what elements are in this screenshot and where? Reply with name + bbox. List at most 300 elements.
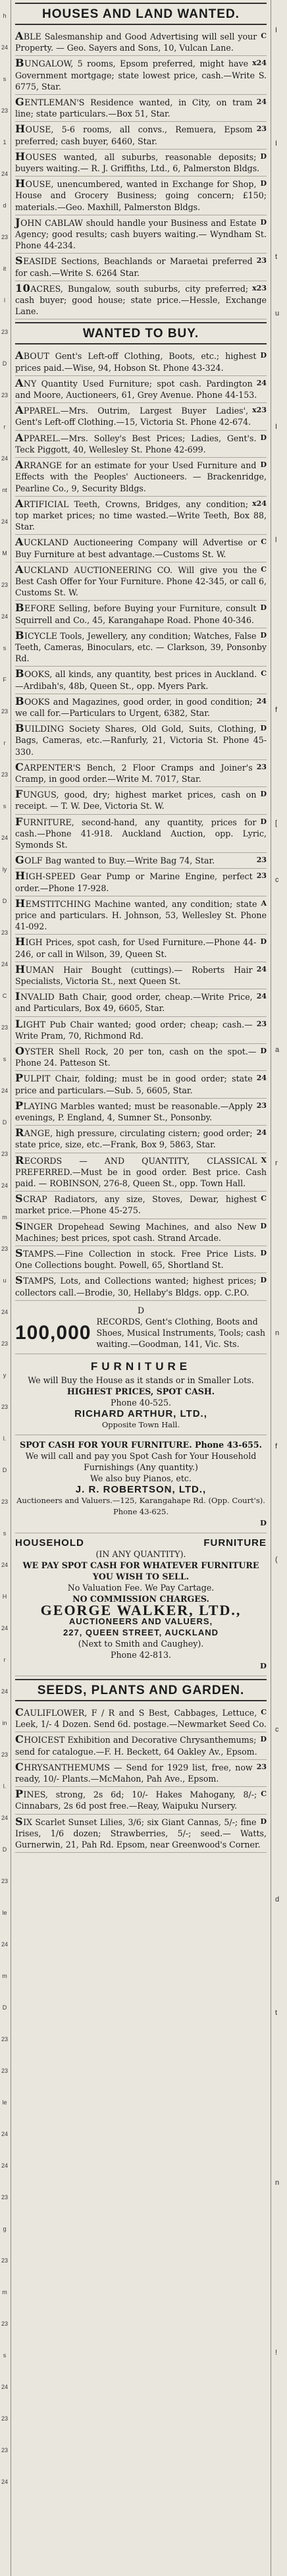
margin-fragment: in xyxy=(2,1720,7,1726)
margin-fragment: it xyxy=(3,265,7,272)
margin-fragment: u xyxy=(3,1277,7,1284)
ad-code: 24 xyxy=(256,1074,267,1083)
ad-text: EASIDE Sections, Beachlands or Maraetai preferred for cash.—Write S. 6264 Star. xyxy=(15,256,253,278)
ad-code: D xyxy=(260,724,267,733)
household-sub2: AUCTIONEERS AND VALUERS, xyxy=(68,1616,213,1626)
margin-fragment: 23 xyxy=(1,771,8,778)
classified-ad xyxy=(15,1044,267,1071)
classified-ad xyxy=(15,1815,267,1853)
margin-fragment: r xyxy=(3,424,6,430)
ad-code: D xyxy=(260,1518,267,1527)
margin-fragment: ! xyxy=(275,2349,278,2357)
ad-text: BLE Salesmanship and Good Advertising will sell your Property. — Geo. Sayers and Sons, 10, Vulcan Lane. xyxy=(15,32,257,53)
margin-fragment: 23 xyxy=(1,234,8,240)
household-right: FURNITURE xyxy=(203,1537,267,1548)
furniture-line1: We will Buy the House as it stands or in Smaller Lots. xyxy=(28,1375,254,1385)
classified-ad xyxy=(15,348,267,375)
margin-fragment: t xyxy=(275,2009,278,2017)
ad-code: 23 xyxy=(256,762,267,771)
ad-initial: H xyxy=(15,896,26,910)
classified-ad xyxy=(15,853,267,869)
margin-fragment: y xyxy=(3,1372,7,1379)
margin-fragment: 24 xyxy=(1,961,8,968)
ad-initial: A xyxy=(15,376,24,389)
margin-fragment: 23 xyxy=(1,2320,8,2327)
ad-text: UMAN Hair Bought (cuttings).— Roberts Hair Specialists, Victoria St., next Queen St. xyxy=(15,964,253,987)
margin-fragment: 24 xyxy=(1,1688,8,1695)
margin-fragment: 23 xyxy=(1,392,8,398)
margin-fragment: l xyxy=(275,536,277,544)
classified-ad xyxy=(15,1246,267,1273)
houses-wanted-heading: HOUSES AND LAND WANTED. xyxy=(15,3,267,25)
ad-text: OLF Bag wanted to Buy.—Write Bag 74, Star. xyxy=(24,856,215,866)
margin-fragment: c xyxy=(275,1726,279,1734)
household-firm: GEORGE WALKER, LTD., xyxy=(40,1601,242,1618)
margin-fragment: C xyxy=(2,993,7,999)
classified-column xyxy=(11,0,271,2576)
ad-code: 23 xyxy=(256,856,267,865)
margin-fragment: 23 xyxy=(1,1024,8,1031)
classified-ad xyxy=(15,1153,267,1192)
ad-text: UCKLAND AUCTIONEERING CO. Will give you the Best Cash Offer for Your Furniture. Phone 42-345, or call 6, Customs St. W. xyxy=(15,564,267,598)
ad-code: D xyxy=(260,1249,267,1258)
ad-code: 24 xyxy=(256,696,267,705)
ad-code: x23 xyxy=(252,283,267,292)
ad-text: BOUT Gent's Left-off Clothing, Boots, etc.; highest prices paid.—Wise, 94, Hobson St. Phone 43-324. xyxy=(15,351,257,373)
classified-ad xyxy=(15,869,267,896)
ad-text: NVALID Bath Chair, good order, cheap.—Write Price, and Particulars, Box 49, 6605, Star. xyxy=(15,992,253,1014)
houses-wanted-list xyxy=(15,29,267,319)
ad-initial: H xyxy=(15,962,26,975)
margin-fragment: f xyxy=(275,1442,278,1450)
ad-initial: B xyxy=(15,667,25,680)
margin-fragment: nt xyxy=(2,487,7,493)
ad-initial: H xyxy=(15,935,26,948)
ad-initial: P xyxy=(15,1788,24,1801)
ad-initial: P xyxy=(15,1099,24,1112)
ad-text: CRAP Radiators, any size, Stoves, Dewar, highest market price.—Phone 45-275. xyxy=(15,1194,257,1216)
spot-cash-line3: We also buy Pianos, etc. xyxy=(90,1473,192,1483)
ad-initial: P xyxy=(15,1072,24,1085)
ad-initial: G xyxy=(15,854,25,867)
records-100000-notice xyxy=(15,1301,267,1354)
ad-initial: A xyxy=(15,497,24,510)
classified-ad xyxy=(15,694,267,721)
margin-fragment: 23 xyxy=(1,1151,8,1157)
big-number: 100,000 xyxy=(15,1321,91,1344)
ad-initial: S xyxy=(15,1192,24,1205)
ad-text: OOKS and Magazines, good order, in good condition; we call for.—Particulars to Urgent, 6382, Star. xyxy=(15,696,253,718)
margin-fragment: le xyxy=(2,2099,7,2106)
classified-ad xyxy=(15,1273,267,1300)
margin-fragment: 24 xyxy=(1,1625,8,1631)
margin-fragment: s xyxy=(3,645,7,651)
ad-text: ECORDS — AND QUANTITY, CLASSICAL PREFERRED.—Must be in good order. Best price. Cash paid. — ROBINSON, 276-8, Queen St., opp. Town Hall. xyxy=(15,1155,267,1189)
ad-text: HRYSANTHEMUMS — Send for 1929 list, free, now ready, 10/- Plants.—McMahon, Pah Ave., Epsom. xyxy=(15,1762,253,1784)
margin-fragment: 24 xyxy=(1,1815,8,1821)
ad-code: C xyxy=(261,32,267,40)
margin-fragment: 23 xyxy=(1,1404,8,1410)
household-left: HOUSEHOLD xyxy=(15,1537,84,1548)
ad-text: INGER Dropehead Sewing Machines, and also New Machines; best prices, spot cash. Strand Arcade. xyxy=(15,1221,257,1243)
ad-text: INES, strong, 2s 6d; 10/- Hakes Mahogany, 8/-; Cinnabars, 2s 6d post free.—Reay, Waipuku Nursery. xyxy=(15,1790,257,1811)
margin-fragment: 23 xyxy=(1,2415,8,2422)
classified-ad xyxy=(15,497,267,535)
ad-initial: C xyxy=(15,760,24,773)
margin-fragment: le xyxy=(2,1909,7,1916)
furniture-line2: HIGHEST PRICES, SPOT CASH. xyxy=(66,1386,215,1396)
margin-fragment: 24 xyxy=(1,1562,8,1568)
classified-ad xyxy=(15,1219,267,1246)
margin-fragment: d xyxy=(3,202,7,209)
margin-fragment: r xyxy=(3,740,6,746)
ad-code: 24 xyxy=(256,378,267,387)
ad-code: D xyxy=(260,1735,267,1744)
classified-ad xyxy=(15,1126,267,1153)
margin-fragment: d xyxy=(275,1896,280,1904)
margin-fragment: m xyxy=(2,2289,7,2295)
margin-fragment: D xyxy=(2,1119,7,1126)
right-margin-fragments xyxy=(273,0,287,2576)
margin-fragment: 24 xyxy=(1,44,8,51)
ad-text: RTIFICIAL Teeth, Crowns, Bridges, any condition; top market prices; no time wasted.—Write Teeth, Box 88, Star. xyxy=(15,499,267,532)
seeds-list xyxy=(15,1705,267,1853)
ad-code: D xyxy=(260,1221,267,1230)
ad-text: IX Scarlet Sunset Lilies, 3/6; six Giant Cannas, 5/-; fine Irises, 1/6 dozen; Strawberries, 5/-; seed.— Watts, Gurnerwin, 21, Pah Rd. Epsom, near Greenwood's Corner. xyxy=(15,1817,267,1850)
ad-code: 23 xyxy=(256,124,267,134)
margin-fragment: h xyxy=(3,13,7,19)
margin-fragment: 23 xyxy=(1,2194,8,2201)
margin-fragment: 24 xyxy=(1,171,8,177)
margin-fragment: M xyxy=(2,550,7,557)
household-phone: Phone 42-813. xyxy=(110,1649,172,1660)
ad-text: EFORE Selling, before Buying your Furniture, consult Squirrell and Co., 45, Karangahape Road. Phone 40-346. xyxy=(15,603,257,625)
ad-code: 23 xyxy=(256,1762,267,1771)
margin-fragment: n xyxy=(275,2179,280,2187)
ad-code: D xyxy=(260,433,267,442)
classified-ad xyxy=(15,760,267,787)
ad-initial: A xyxy=(15,30,24,42)
furniture-heading: FURNITURE xyxy=(90,1359,192,1373)
classified-ad xyxy=(15,215,267,254)
classified-ad xyxy=(15,1760,267,1787)
ad-code: C xyxy=(261,537,267,547)
ad-code: D xyxy=(260,1047,267,1056)
left-margin-fragments xyxy=(0,0,9,2576)
ad-text: UILDING Society Shares, Old Gold, Suits, Clothing, Bags, Cameras, etc.—Ranfurly, 21, Victoria St. Phone 45-330. xyxy=(15,724,267,757)
ad-code: C xyxy=(261,1194,267,1203)
ad-initial: B xyxy=(15,628,25,642)
household-address2: (Next to Smith and Caughey). xyxy=(78,1638,204,1649)
ad-text: YSTER Shell Rock, 20 per ton, cash on the spot.—Phone 24. Patteson St. xyxy=(15,1047,257,1068)
classified-ad xyxy=(15,458,267,497)
ad-initial: O xyxy=(15,1045,25,1058)
spot-cash-address: Auctioneers and Valuers.—125, Karangahape Rd. (Opp. Court's). Phone 43-625. xyxy=(16,1495,265,1516)
margin-fragment: 23 xyxy=(1,2036,8,2042)
ad-code: D xyxy=(137,1305,145,1315)
ad-code: D xyxy=(260,1276,267,1285)
margin-fragment: l. xyxy=(3,1435,7,1442)
ad-code: D xyxy=(260,217,267,227)
margin-fragment: 23 xyxy=(1,929,8,936)
ad-initial: A xyxy=(15,535,24,549)
ad-text: EMSTITCHING Machine wanted, any condition; state price and particulars. H. Johnson, 53, Wellesley St. Phone 41-092. xyxy=(15,898,267,932)
margin-fragment: 24 xyxy=(1,2131,8,2137)
wanted-to-buy-heading: WANTED TO BUY. xyxy=(15,322,267,344)
margin-fragment: s xyxy=(3,76,7,82)
margin-fragment: 24 xyxy=(1,2162,8,2169)
household-line1: WE PAY SPOT CASH FOR WHATEVER FURNITURE YOU WISH TO SELL. xyxy=(22,1560,259,1581)
ad-initial: I xyxy=(15,990,20,1003)
margin-fragment: 1 xyxy=(3,139,7,146)
ad-text: UNGUS, good, dry; highest market prices, cash on receipt. — T. W. Dee, Victoria St. W. xyxy=(15,790,257,811)
ad-initial: F xyxy=(15,788,23,801)
margin-fragment: 24 xyxy=(1,518,8,525)
ad-code: D xyxy=(260,817,267,826)
ad-initial: A xyxy=(15,431,24,444)
margin-fragment: 23 xyxy=(1,1878,8,1884)
margin-fragment: s xyxy=(3,1530,7,1537)
margin-fragment: s xyxy=(3,1056,7,1062)
margin-fragment: [ xyxy=(275,819,278,827)
ad-text: OHN CABLAW should handle your Business and Estate Agency; good results; cash buyers waiting.— Wyndham St. Phone 44-234. xyxy=(15,217,267,251)
classified-ad xyxy=(15,403,267,430)
classified-ad xyxy=(15,896,267,935)
ad-initial: B xyxy=(15,601,25,615)
classified-ad xyxy=(15,1732,267,1759)
ad-text: TAMPS, Lots, and Collections wanted; highest prices; collectors call.—Brodie, 30, Hellaby's Bldgs. opp. C.P.O. xyxy=(15,1276,257,1298)
classified-ad xyxy=(15,721,267,760)
ad-text: UNGALOW, 5 rooms, Epsom preferred, might have Government mortgage; state lowest price, cash.—Write S. 6775, Star. xyxy=(15,59,267,92)
ad-initial: J xyxy=(15,215,21,229)
ad-initial: S xyxy=(15,1815,24,1828)
ad-text: OOKS, all kinds, any quantity, best prices in Auckland.—Ardibah's, 48b, Queen St., opp. Myers Park. xyxy=(15,669,257,691)
ad-initial: A xyxy=(15,458,24,472)
classified-ad xyxy=(15,1787,267,1814)
classified-ad xyxy=(15,1192,267,1219)
ad-text: TAMPS.—Fine Collection in stock. Free Price Lists. One Collections bought. Powell, 65, Shortland St. xyxy=(15,1249,257,1271)
classified-ad xyxy=(15,787,267,814)
ad-code: D xyxy=(260,603,267,613)
ad-text: LAYING Marbles wanted; must be reasonable.—Apply evenings, P. England, 4, Sumner St., Ponsonby. xyxy=(15,1101,253,1123)
margin-fragment: 23 xyxy=(1,2068,8,2074)
margin-fragment: a xyxy=(275,1046,280,1054)
ad-text: ICYCLE Tools, Jewellery, any condition; Watches, False Teeth, Cameras, Binoculars, etc. — Clarkson, 39, Ponsonby Rd. xyxy=(15,630,267,664)
margin-fragment: r xyxy=(3,1657,6,1663)
ad-initial: S xyxy=(15,254,24,267)
ad-initial: G xyxy=(15,96,25,109)
ad-code: C xyxy=(261,564,267,574)
ad-code: 24 xyxy=(256,1128,267,1137)
margin-fragment: D xyxy=(2,898,7,904)
ad-code: 24 xyxy=(256,97,267,107)
ad-initial: H xyxy=(15,150,26,163)
margin-fragment: r xyxy=(275,1159,278,1167)
ad-text: IGHT Pub Chair wanted; good order; cheap; cash.—Write Pram, 70, Richmond Rd. xyxy=(15,1019,253,1041)
household-line3: NO COMMISSION CHARGES. xyxy=(72,1593,209,1604)
ad-initial: R xyxy=(15,1153,24,1166)
classified-ad xyxy=(15,95,267,122)
classified-ad xyxy=(15,535,267,562)
margin-fragment: 23 xyxy=(1,2447,8,2453)
ad-code: x24 xyxy=(252,59,267,68)
margin-fragment: 23 xyxy=(1,582,8,588)
ad-initial: S xyxy=(15,1219,24,1232)
ad-text: ACRES, Bungalow, south suburbs, city preferred; cash buyer; good house; state price.—Hessle, Exchange Lane. xyxy=(15,283,267,317)
ad-initial: R xyxy=(15,1126,24,1139)
ad-initial: C xyxy=(15,1705,24,1718)
ad-code: D xyxy=(260,460,267,470)
ad-text: ANGE, high pressure, circulating cistern; good order; state price, size, etc.—Frank, Box 9, 5863, Star. xyxy=(15,1128,253,1150)
ad-text: RRANGE for an estimate for your Used Furniture and Effects with the Peoples' Auctioneers. — Brackenridge, Pearline Co., 9, Security Bldgs. xyxy=(15,460,267,493)
ad-code: X xyxy=(261,1155,267,1165)
ad-code: 23 xyxy=(256,871,267,881)
ad-code: 23 xyxy=(256,256,267,265)
ad-initial: S xyxy=(15,1274,24,1287)
ad-initial: B xyxy=(15,57,25,70)
margin-fragment: 23 xyxy=(1,107,8,114)
margin-fragment: s xyxy=(3,803,7,809)
margin-fragment: 23 xyxy=(1,2257,8,2264)
classified-ad xyxy=(15,962,267,989)
notice-text: RECORDS, Gent's Clothing, Boots and Shoes, Musical Instruments, Tools; cash waiting.—Goodman, 141, Vic. Sts. xyxy=(96,1316,266,1349)
ad-initial: L xyxy=(15,1017,23,1030)
ad-text: IGH-SPEED Gear Pump or Marine Engine, perfect order.—Phone 17-928. xyxy=(15,871,253,893)
classified-ad xyxy=(15,150,267,177)
ad-initial: H xyxy=(15,869,26,883)
margin-fragment: 23 xyxy=(1,708,8,715)
margin-fragment: t xyxy=(275,253,278,261)
ad-text: OUSE, unencumbered, wanted in Exchange for Shop, House and Grocery Business; going concern; £150; materials.—Geo. Maxhill, Palmerston Bldgs. xyxy=(15,179,267,212)
household-address: 227, QUEEN STREET, AUCKLAND xyxy=(63,1627,219,1637)
ad-initial: F xyxy=(15,815,23,828)
spot-cash-line2: We will call and pay you Spot Cash for Your Household Furnishings (Any quantity.) xyxy=(25,1450,257,1472)
margin-fragment: m xyxy=(2,1214,7,1220)
classified-ad xyxy=(15,56,267,95)
classified-ad xyxy=(15,1099,267,1126)
margin-fragment: 23 xyxy=(1,329,8,335)
margin-fragment: 24 xyxy=(1,1182,8,1189)
margin-fragment: s xyxy=(3,2352,7,2359)
margin-fragment: 24 xyxy=(1,1087,8,1094)
ad-initial: A xyxy=(15,404,24,417)
classified-ad xyxy=(15,376,267,403)
classified-ad xyxy=(15,562,267,601)
classified-ad xyxy=(15,177,267,215)
furniture-line3: Phone 40-525. xyxy=(110,1397,172,1408)
classified-ad xyxy=(15,1705,267,1732)
ad-initial: H xyxy=(15,123,26,136)
ad-text: PPAREL.—Mrs. Solley's Best Prices; Ladies, Gent's. Teck Piggott, 40, Wellesley St. Phone 42-699. xyxy=(15,433,257,454)
furniture-box xyxy=(15,1354,267,1435)
ad-initial: C xyxy=(15,1760,24,1773)
ad-initial: C xyxy=(15,1733,24,1746)
ad-text: ARPENTER'S Bench, 2 Floor Cramps and Joiner's Cramp, in good order.—Write M. 7017, Star. xyxy=(15,762,253,784)
margin-fragment: 23 xyxy=(1,1246,8,1252)
margin-fragment: 24 xyxy=(1,2479,8,2485)
ad-code: C xyxy=(261,1707,267,1716)
spot-cash-firm: J. R. ROBERTSON, LTD., xyxy=(75,1483,207,1495)
ad-text: HOICEST Exhibition and Decorative Chrysanthemums; send for catalogue.—F. H. Beckett, 64 Oakley Av., Epsom. xyxy=(15,1735,257,1757)
margin-fragment: ly xyxy=(2,866,7,873)
spot-cash-line1: SPOT CASH FOR YOUR FURNITURE. Phone 43-655. xyxy=(19,1439,262,1450)
classified-ad xyxy=(15,628,267,667)
ad-code: 23 xyxy=(256,1019,267,1028)
margin-fragment: 24 xyxy=(1,835,8,841)
ad-code: D xyxy=(260,179,267,188)
classified-ad xyxy=(15,1071,267,1098)
ad-code: D xyxy=(260,1817,267,1826)
margin-fragment: n xyxy=(275,1329,280,1337)
ad-initial: S xyxy=(15,1247,24,1260)
margin-fragment: l xyxy=(4,297,5,304)
ad-code: D xyxy=(260,151,267,161)
ad-code: 24 xyxy=(256,964,267,973)
margin-fragment: 24 xyxy=(1,613,8,620)
margin-fragment: F xyxy=(3,676,7,683)
margin-fragment: u xyxy=(275,310,280,317)
furniture-address: Opposite Town Hall. xyxy=(101,1419,180,1429)
margin-fragment: H xyxy=(2,1593,7,1600)
classified-ad xyxy=(15,29,267,56)
ad-code: D xyxy=(260,351,267,360)
ad-code: x24 xyxy=(252,499,267,508)
ad-code: A xyxy=(261,898,267,908)
classified-ad xyxy=(15,1017,267,1044)
classified-ad xyxy=(15,815,267,854)
margin-fragment: D xyxy=(2,1467,7,1473)
ad-text: OUSES wanted, all suburbs, reasonable deposits; buyers waiting.— R. J. Griffiths, Ltd., 6, Palmerston Bldgs. xyxy=(15,151,260,174)
ad-code: x23 xyxy=(252,406,267,415)
classified-ad xyxy=(15,431,267,458)
household-furniture-box xyxy=(15,1533,267,1676)
ad-code: D xyxy=(260,790,267,799)
margin-fragment: I xyxy=(275,26,278,34)
margin-fragment: D xyxy=(2,1846,7,1853)
ad-text: PPAREL.—Mrs. Outrim, Largest Buyer Ladies', Gent's Left-off Clothing.—15, Victoria St. Phone 42-674. xyxy=(15,406,251,427)
margin-fragment: m xyxy=(2,1973,7,1979)
ad-initial: A xyxy=(15,562,24,576)
ad-text: IGH Prices, spot cash, for Used Furniture.—Phone 44-246, or call in Wilson, 39, Queen St. xyxy=(15,937,257,959)
margin-fragment: c xyxy=(275,876,279,884)
ad-initial: 10 xyxy=(15,281,31,294)
classified-ad xyxy=(15,254,267,281)
ad-text: AULIFLOWER, F / R and S Best, Cabbages, Lettuce, Leek, 1/- 4 Dozen. Send 6d. postage.—Newmarket Seed Co. xyxy=(15,1707,267,1730)
ad-code: D xyxy=(260,937,267,946)
margin-fragment: 24 xyxy=(1,1309,8,1315)
ad-text: URNITURE, second-hand, any quantity, prices for cash.—Phone 41-918. Auckland Auction, opp. Lyric, Symonds St. xyxy=(15,817,267,850)
ad-text: ENTLEMAN'S Residence wanted, in City, on tram line; state particulars.—Box 51, Star. xyxy=(15,97,253,119)
margin-fragment: 23 xyxy=(1,1498,8,1505)
margin-fragment: 23 xyxy=(1,1340,8,1347)
margin-fragment: 24 xyxy=(1,2384,8,2390)
classified-ad xyxy=(15,935,267,962)
margin-fragment: I xyxy=(275,140,278,148)
spot-cash-box xyxy=(15,1435,267,1533)
ad-initial: H xyxy=(15,177,26,190)
margin-fragment: f xyxy=(275,706,278,714)
ad-code: C xyxy=(261,669,267,678)
furniture-firm: RICHARD ARTHUR, LTD., xyxy=(74,1408,207,1419)
seeds-heading: SEEDS, PLANTS AND GARDEN. xyxy=(15,1679,267,1701)
classified-ad xyxy=(15,667,267,694)
ad-code: D xyxy=(260,1660,267,1670)
household-line2: No Valuation Fee. We Pay Cartage. xyxy=(67,1582,215,1593)
ad-text: NY Quantity Used Furniture; spot cash. Pardington and Moore, Auctioneers, 61, Grey Avenue. Phone 44-153. xyxy=(15,378,257,400)
ad-code: 23 xyxy=(256,1101,267,1110)
classified-ad xyxy=(15,122,267,149)
wanted-to-buy-list xyxy=(15,348,267,1300)
